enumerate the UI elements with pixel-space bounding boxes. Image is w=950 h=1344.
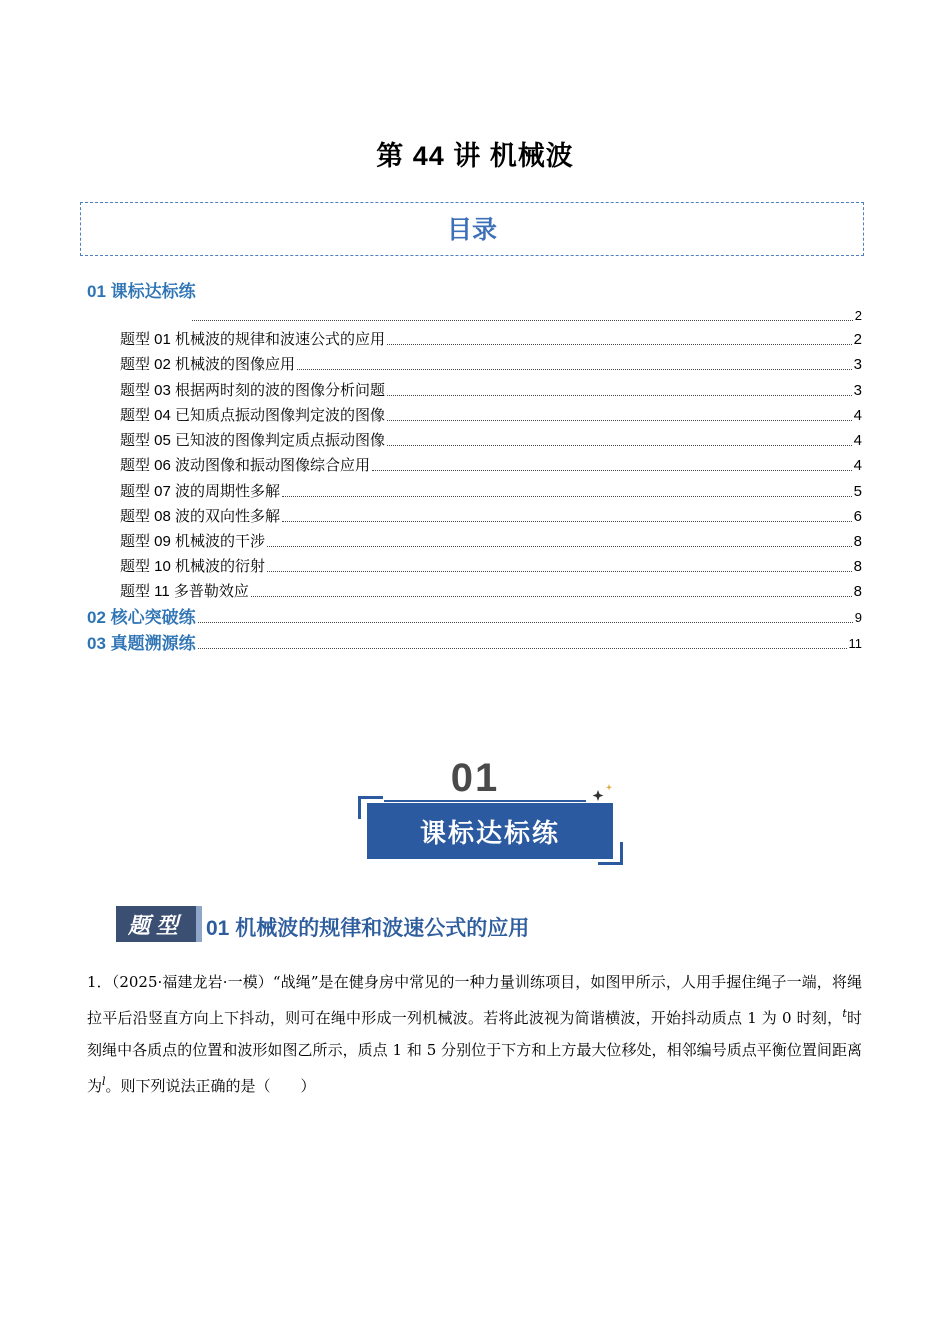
toc-item-label: 题型 07 波的周期性多解 — [120, 483, 281, 500]
dot-leader — [282, 495, 852, 497]
question-part: 1．（2025·福建龙岩·一模）“战绳”是在健身房中常见的一种力量训练项目，如图甲所示，人用手握住绳子一端，将绳拉平后沿竖直方向上下抖动，则可在绳中形成一列机械波。若将此波视为简谐横波，开始抖动质点 1 为 0 时刻， — [87, 973, 862, 1027]
toc-heading: 目录 — [446, 216, 497, 244]
toc-item[interactable] — [120, 507, 862, 526]
math-variable: t — [842, 1007, 847, 1020]
dot-leader — [372, 469, 852, 471]
toc-item[interactable] — [120, 582, 862, 601]
toc-item[interactable] — [120, 532, 862, 551]
section-banner-number: 01 — [450, 756, 500, 800]
toc-page-number: 3 — [853, 356, 862, 373]
question-part: 。则下列说法正确的是（ ） — [105, 1077, 316, 1095]
toc-page-number: 8 — [853, 558, 862, 575]
toc-page-number: 3 — [853, 382, 862, 399]
section-banner-label: 课标达标练 — [419, 817, 560, 848]
toc-item-label: 题型 01 机械波的规律和波速公式的应用 — [120, 331, 386, 348]
question-part: 时刻绳中各质点的位置和波形如图乙所示，质点 1 和 5 分别位于下方和上方最大位移处，相邻编号质点平衡位置间距离为 — [87, 1009, 862, 1095]
tixing-badge: 题型 — [116, 906, 196, 942]
toc-item[interactable] — [120, 355, 862, 374]
dot-leader — [282, 520, 852, 522]
toc-page-number: 5 — [853, 483, 862, 500]
toc-item-label: 题型 09 机械波的干涉 — [120, 533, 266, 550]
toc-page-number: 8 — [853, 583, 862, 600]
toc-item-label: 题型 05 已知波的图像判定质点振动图像 — [120, 432, 386, 449]
toc-section-3[interactable] — [87, 634, 862, 653]
toc-page-number: 4 — [853, 457, 862, 474]
dot-leader — [387, 394, 852, 396]
tixing-title: 01 机械波的规律和波速公式的应用 — [206, 917, 530, 940]
dot-leader — [387, 444, 852, 446]
dot-leader — [267, 570, 852, 572]
toc-page-number: 4 — [853, 432, 862, 449]
toc-section-label: 02 核心突破练 — [87, 608, 196, 627]
toc-item[interactable] — [120, 406, 862, 425]
toc-page-number: 4 — [853, 407, 862, 424]
toc-item[interactable] — [120, 381, 862, 400]
dot-leader — [297, 368, 852, 370]
dot-leader — [198, 647, 847, 649]
dot-leader — [198, 621, 853, 623]
dot-leader — [267, 545, 852, 547]
question-text — [87, 966, 862, 1102]
banner-top-line — [384, 800, 586, 802]
toc-item-label: 题型 04 已知质点振动图像判定波的图像 — [120, 407, 386, 424]
toc-heading-box — [80, 202, 864, 256]
toc-item-label: 题型 03 根据两时刻的波的图像分析问题 — [120, 382, 386, 399]
toc-item[interactable] — [120, 557, 862, 576]
toc-item[interactable] — [120, 431, 862, 450]
toc-section-label: 03 真题溯源练 — [87, 634, 196, 653]
dot-leader — [192, 319, 853, 321]
section-banner — [367, 803, 613, 859]
toc-item-label: 题型 11 多普勒效应 — [120, 583, 249, 600]
toc-section-1-label[interactable]: 01 课标达标练 — [87, 282, 196, 301]
toc-page-number: 6 — [853, 508, 862, 525]
math-variable: l — [102, 1075, 106, 1088]
toc-item[interactable] — [120, 330, 862, 349]
toc-page-number: 8 — [853, 533, 862, 550]
dot-leader — [251, 595, 852, 597]
toc-page-number: 9 — [854, 610, 862, 625]
page-title: 第 44 讲 机械波 — [376, 141, 574, 171]
tixing-accent-bar — [196, 906, 202, 942]
toc-item-label: 题型 10 机械波的衍射 — [120, 558, 266, 575]
toc-item[interactable] — [120, 482, 862, 501]
toc-item-label: 题型 08 波的双向性多解 — [120, 508, 281, 525]
toc-section-2[interactable] — [87, 608, 862, 627]
toc-item-label: 题型 06 波动图像和振动图像综合应用 — [120, 457, 371, 474]
toc-section-1-leader[interactable] — [190, 306, 862, 325]
sparkle-icon — [590, 782, 616, 804]
dot-leader — [387, 343, 852, 345]
toc-page-number: 2 — [854, 308, 862, 323]
toc-page-number: 2 — [853, 331, 862, 348]
toc-item-label: 题型 02 机械波的图像应用 — [120, 356, 296, 373]
toc-page-number: 11 — [848, 636, 862, 651]
toc-item[interactable] — [120, 456, 862, 475]
banner-corner-decoration — [598, 842, 623, 865]
dot-leader — [387, 419, 852, 421]
